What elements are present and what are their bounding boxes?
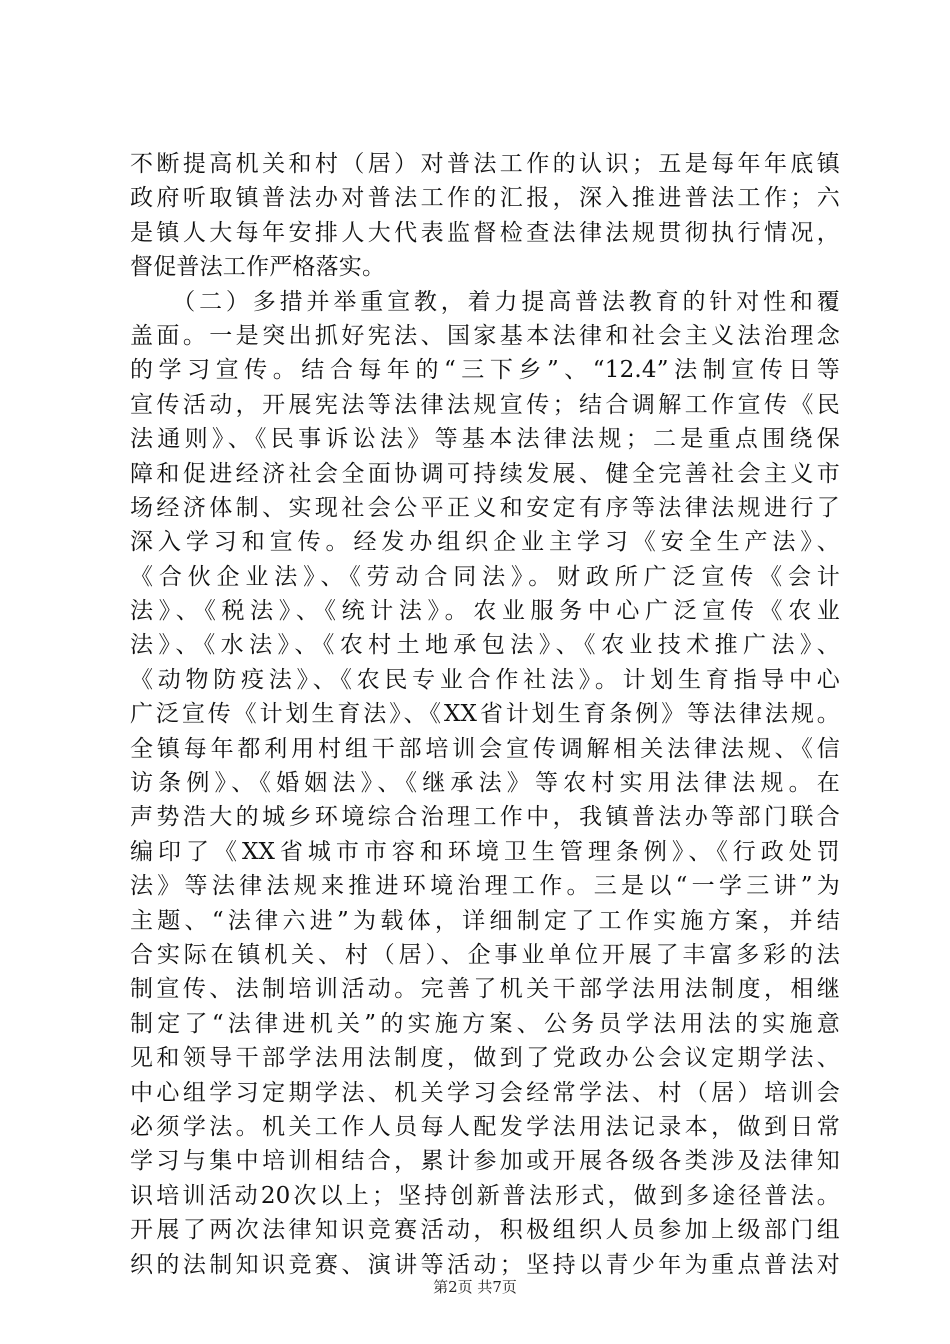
text-line: 是镇人大每年安排人大代表监督检查法律法规贯彻执行情况， <box>130 219 840 246</box>
text-line: 深入学习和宣传。经发办组织企业主学习《安全生产法》、 <box>130 529 840 556</box>
text-line: 见和领导干部学法用法制度，做到了党政办公会议定期学法、 <box>130 1045 840 1072</box>
body-text <box>130 147 840 1282</box>
text-line: 制宣传、法制培训活动。完善了机关干部学法用法制度，相继 <box>130 976 840 1003</box>
text-line: 法》等法律法规来推进环境治理工作。三是以“一学三讲”为 <box>130 873 840 900</box>
text-line: 宣传活动，开展宪法等法律法规宣传；结合调解工作宣传《民 <box>130 391 840 418</box>
text-line: 织的法制知识竞赛、演讲等活动；坚持以青少年为重点普法对 <box>130 1251 840 1278</box>
text-line: 声势浩大的城乡环境综合治理工作中，我镇普法办等部门联合 <box>130 804 840 831</box>
page-footer: 第2页 共7页 <box>433 1278 517 1296</box>
text-line: 访条例》、《婚姻法》、《继承法》等农村实用法律法规。在 <box>130 770 840 797</box>
text-line: 中心组学习定期学法、机关学习会经常学法、村（居）培训会 <box>130 1079 840 1106</box>
text-line: 合实际在镇机关、村（居）、企事业单位开展了丰富多彩的法 <box>130 941 840 968</box>
text-line: 盖面。一是突出抓好宪法、国家基本法律和社会主义法治理念 <box>130 322 840 349</box>
text-line: 识培训活动20次以上；坚持创新普法形式，做到多途径普法。 <box>130 1182 840 1209</box>
text-line: 开展了两次法律知识竞赛活动，积极组织人员参加上级部门组 <box>130 1217 840 1244</box>
text-line: 法》、《水法》、《农村土地承包法》、《农业技术推广法》、 <box>130 632 840 659</box>
text-line: 广泛宣传《计划生育法》、《XX省计划生育条例》等法律法规。 <box>130 701 840 728</box>
text-line: 督促普法工作严格落实。 <box>130 254 386 281</box>
text-line: 不断提高机关和村（居）对普法工作的认识；五是每年年底镇 <box>130 151 840 177</box>
text-line: 学习与集中培训相结合，累计参加或开展各级各类涉及法律知 <box>130 1148 840 1175</box>
text-line: 主题、“法律六进”为载体，详细制定了工作实施方案，并结 <box>130 907 840 934</box>
text-line: 政府听取镇普法办对普法工作的汇报，深入推进普法工作；六 <box>130 185 840 212</box>
text-line: 《动物防疫法》、《农民专业合作社法》。计划生育指导中心 <box>130 666 840 693</box>
text-line: 《合伙企业法》、《劳动合同法》。财政所广泛宣传《会计 <box>130 563 840 590</box>
text-line: 必须学法。机关工作人员每人配发学法用法记录本，做到日常 <box>130 1113 840 1140</box>
text-line: 全镇每年都利用村组干部培训会宣传调解相关法律法规、《信 <box>130 735 840 762</box>
text-line: 法通则》、《民事诉讼法》等基本法律法规；二是重点围绕保 <box>130 426 840 453</box>
text-line: （二）多措并举重宣教，着力提高普法教育的针对性和覆 <box>130 288 840 315</box>
text-line: 障和促进经济社会全面协调可持续发展、健全完善社会主义市 <box>130 460 840 487</box>
text-line: 的学习宣传。结合每年的“三下乡”、“12.4”法制宣传日等 <box>130 357 840 384</box>
text-line: 编印了《XX省城市市容和环境卫生管理条例》、《行政处罚 <box>130 838 840 865</box>
text-line: 法》、《税法》、《统计法》。农业服务中心广泛宣传《农业 <box>130 598 840 625</box>
text-line: 制定了“法律进机关”的实施方案、公务员学法用法的实施意 <box>130 1010 840 1037</box>
text-line: 场经济体制、实现社会公平正义和安定有序等法律法规进行了 <box>130 494 840 521</box>
